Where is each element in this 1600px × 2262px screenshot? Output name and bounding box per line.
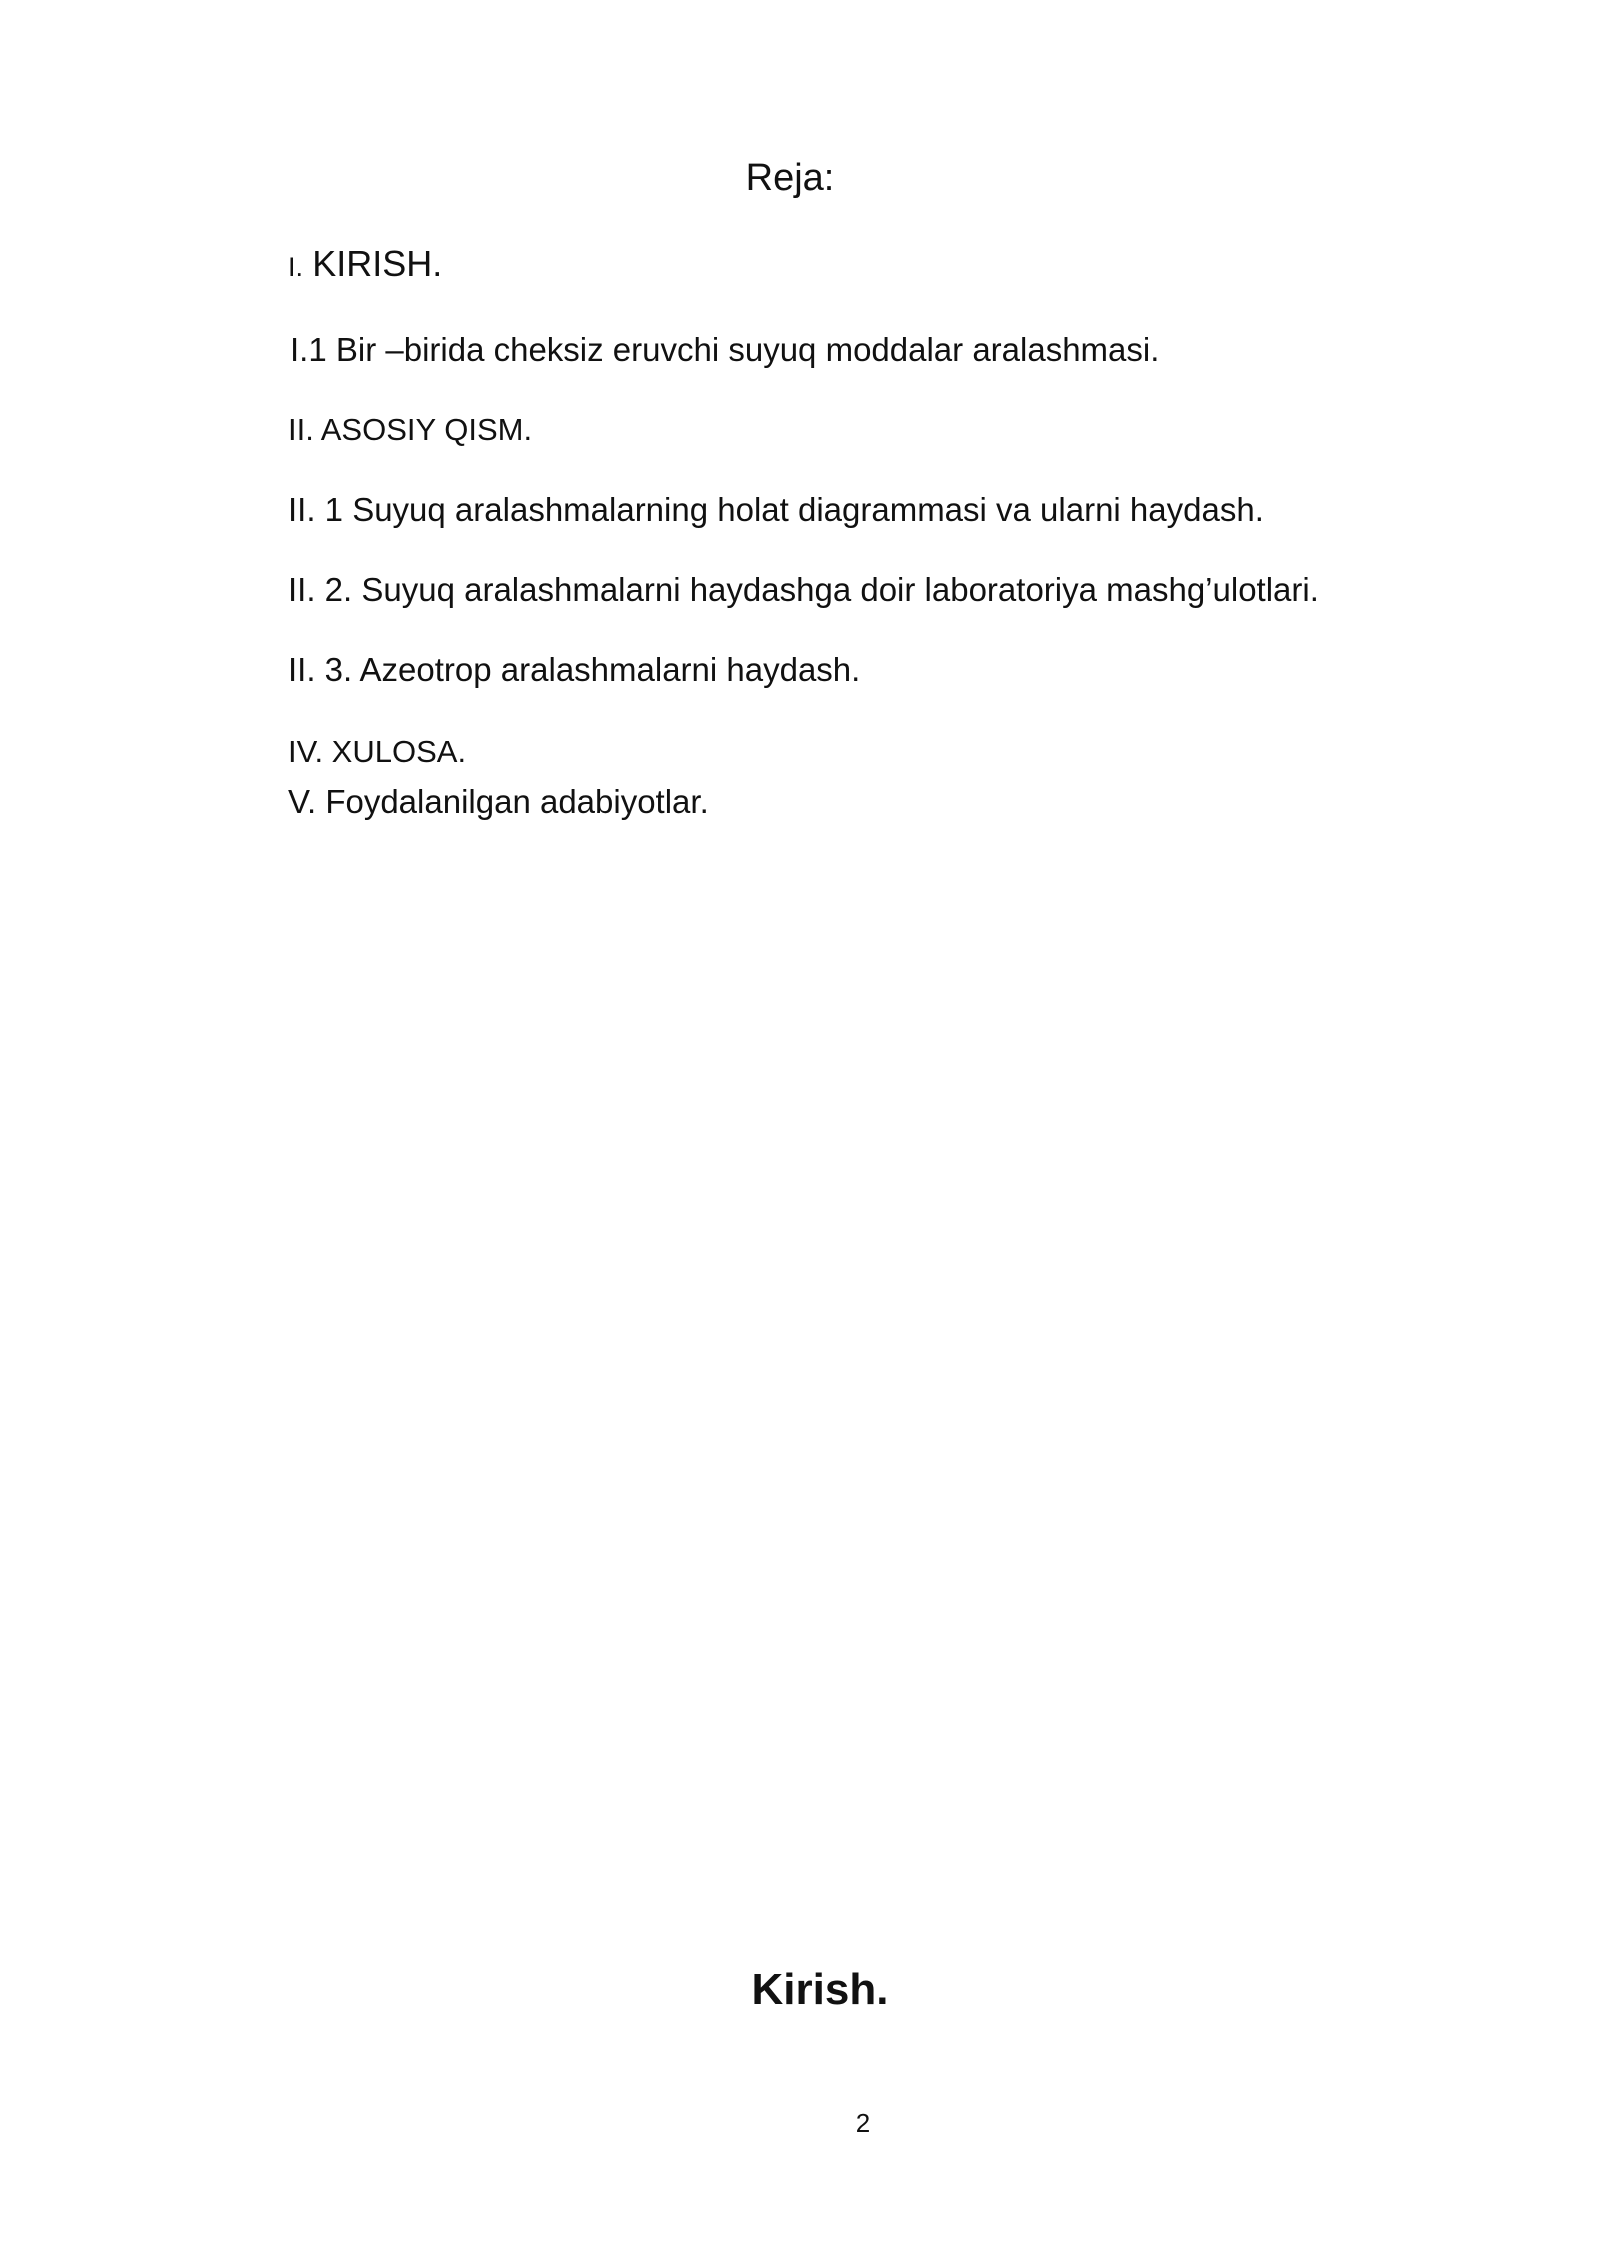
section-heading: Kirish. xyxy=(751,1965,889,2014)
plan-title: Reja: xyxy=(745,157,835,199)
toc-item-1-1: I.1 Bir –birida cheksiz eruvchi suyuq moddalar aralashmasi. xyxy=(290,331,1160,368)
toc-item-prefix: I. xyxy=(288,252,304,282)
toc-item-2-1: II. 1 Suyuq aralashmalarning holat diagrammasi va ularni haydash. xyxy=(288,491,1264,528)
toc-item-main-part: II. ASOSIY QISM. xyxy=(288,412,533,447)
toc-item-2-2: II. 2. Suyuq aralashmalarni haydashga doir laboratoriya mashg’ulotlari. xyxy=(288,571,1319,608)
toc-item-references: V. Foydalanilgan adabiyotlar. xyxy=(288,783,709,820)
toc-item-label: KIRISH. xyxy=(312,243,443,284)
toc-item-conclusion: IV. XULOSA. xyxy=(288,734,467,769)
page-number: 2 xyxy=(855,2108,871,2138)
toc-item-introduction xyxy=(288,244,442,287)
toc-item-2-3: II. 3. Azeotrop aralashmalarni haydash. xyxy=(288,651,861,688)
